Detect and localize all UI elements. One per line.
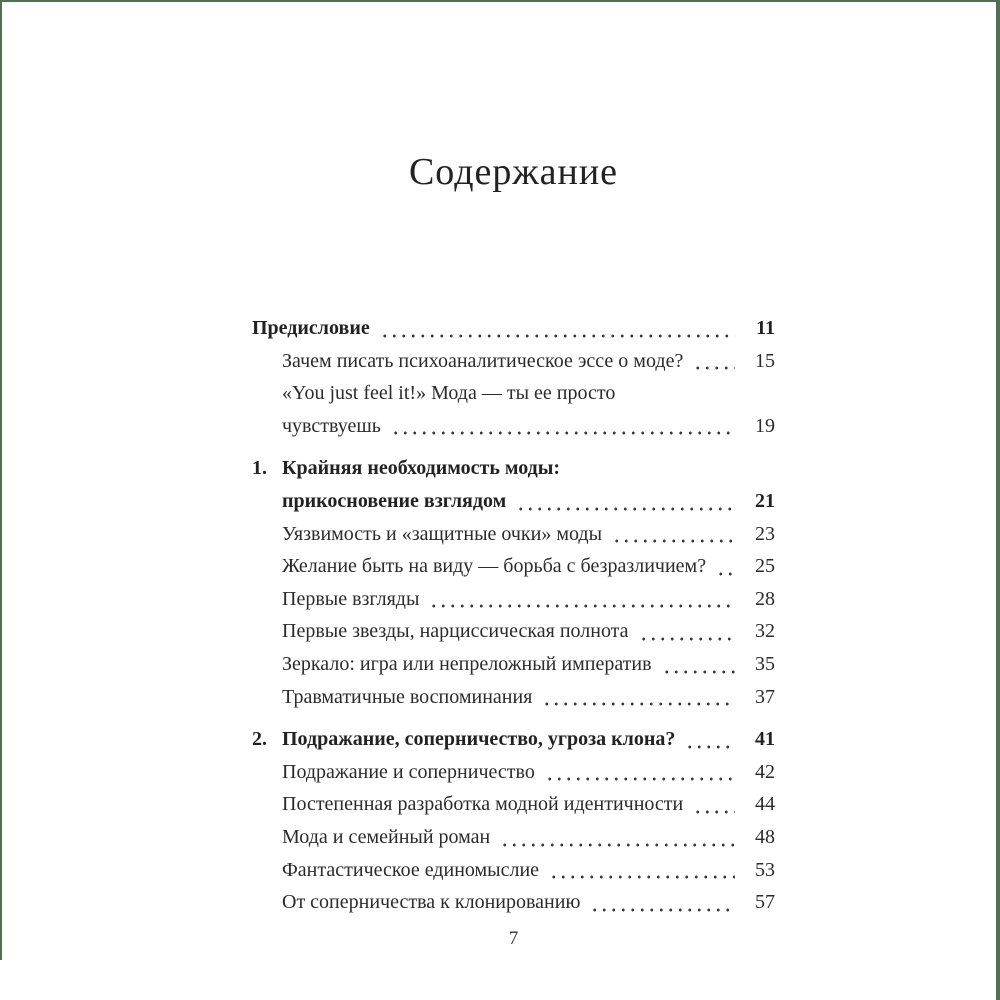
dot-leader: [543, 756, 735, 789]
dot-leader: [378, 312, 735, 345]
page-edge-left: [0, 0, 2, 960]
toc-entry-label: Уязвимость и «защитные очки» моды: [282, 522, 603, 545]
toc-entry: [252, 615, 775, 648]
toc-entry-page: 11: [756, 317, 775, 339]
toc-entry-page: 21: [755, 489, 775, 512]
toc-entry-page: 48: [755, 825, 775, 848]
toc-list: [252, 312, 775, 919]
dot-leader: [683, 723, 735, 756]
toc-entry: [252, 648, 775, 681]
dot-leader: [610, 518, 735, 551]
toc-entry-label: прикосновение взглядом: [282, 489, 507, 512]
toc-entry-label: От соперничества к клонированию: [282, 891, 581, 914]
toc-entry-page: 23: [755, 522, 775, 545]
toc-entry-label: Крайняя необходимость моды:: [282, 457, 561, 480]
toc-entry: [252, 723, 775, 756]
dot-leader: [691, 788, 735, 821]
toc-entry-page: 44: [755, 793, 775, 816]
toc-entry-label: Подражание, соперничество, угроза клона?: [282, 728, 676, 751]
dot-leader: [660, 648, 735, 681]
toc-entry-page: 25: [755, 555, 775, 578]
toc-entry-label: Мода и семейный роман: [282, 825, 491, 848]
dot-leader: [691, 345, 735, 378]
toc-entry-page: 53: [755, 858, 775, 881]
dot-leader: [714, 550, 735, 583]
toc-entry: [252, 854, 775, 887]
dot-leader: [637, 615, 735, 648]
toc-entry: [252, 681, 775, 714]
toc-entry: [252, 485, 775, 518]
toc-entry-page: 42: [755, 760, 775, 783]
toc-entry-number: 2.: [252, 728, 267, 751]
toc-entry-number: 1.: [252, 457, 267, 480]
toc-entry: [252, 312, 775, 345]
toc-entry: [252, 756, 775, 789]
toc-entry-page: 19: [755, 414, 775, 437]
toc-entry-label: Предисловие: [252, 317, 370, 339]
toc-entry-page: 15: [755, 349, 775, 372]
toc-entry: [252, 518, 775, 551]
toc-entry: [252, 788, 775, 821]
toc-entry-label: Зачем писать психоаналитическое эссе о моде?: [282, 349, 684, 372]
toc-entry-label: «You just feel it!» Мода — ты ее просто: [282, 382, 616, 405]
toc-entry: [252, 583, 775, 616]
toc-entry-page: 57: [755, 891, 775, 914]
toc-entry-label: Постепенная разработка модной идентичности: [282, 793, 684, 816]
dot-leader: [389, 410, 735, 443]
dot-leader: [588, 886, 735, 919]
toc-entry: [252, 377, 775, 410]
toc-entry: [252, 550, 775, 583]
dot-leader: [514, 485, 735, 518]
toc-entry-page: 35: [755, 652, 775, 675]
toc-entry-page: 41: [755, 728, 775, 751]
toc-entry: [252, 345, 775, 378]
toc-entry: [252, 452, 775, 485]
toc-entry-page: 37: [755, 685, 775, 708]
dot-leader: [427, 583, 735, 616]
toc-entry-label: Желание быть на виду — борьба с безразличием?: [282, 555, 707, 578]
toc-entry-label: Травматичные воспоминания: [282, 685, 533, 708]
toc-entry-label: чувствуешь: [282, 414, 381, 437]
toc-entry-label: Зеркало: игра или непреложный императив: [282, 652, 652, 675]
toc-entry-label: Подражание и соперничество: [282, 760, 535, 783]
toc-entry: [252, 886, 775, 919]
page-edge-top: [0, 0, 1000, 2]
dot-leader: [547, 854, 735, 887]
toc-entry: [252, 821, 775, 854]
toc-entry: [252, 410, 775, 443]
page-number: 7: [508, 928, 519, 949]
toc-entry-page: 32: [755, 620, 775, 643]
page-title: Содержание: [408, 151, 619, 193]
toc-entry-label: Первые взгляды: [282, 587, 420, 610]
toc-entry-page: 28: [755, 587, 775, 610]
toc-entry-label: Первые звезды, нарциссическая полнота: [282, 620, 629, 643]
dot-leader: [498, 821, 735, 854]
page-edge-right: [996, 0, 1000, 1000]
toc-entry-label: Фантастическое единомыслие: [282, 858, 540, 881]
dot-leader: [540, 681, 735, 714]
